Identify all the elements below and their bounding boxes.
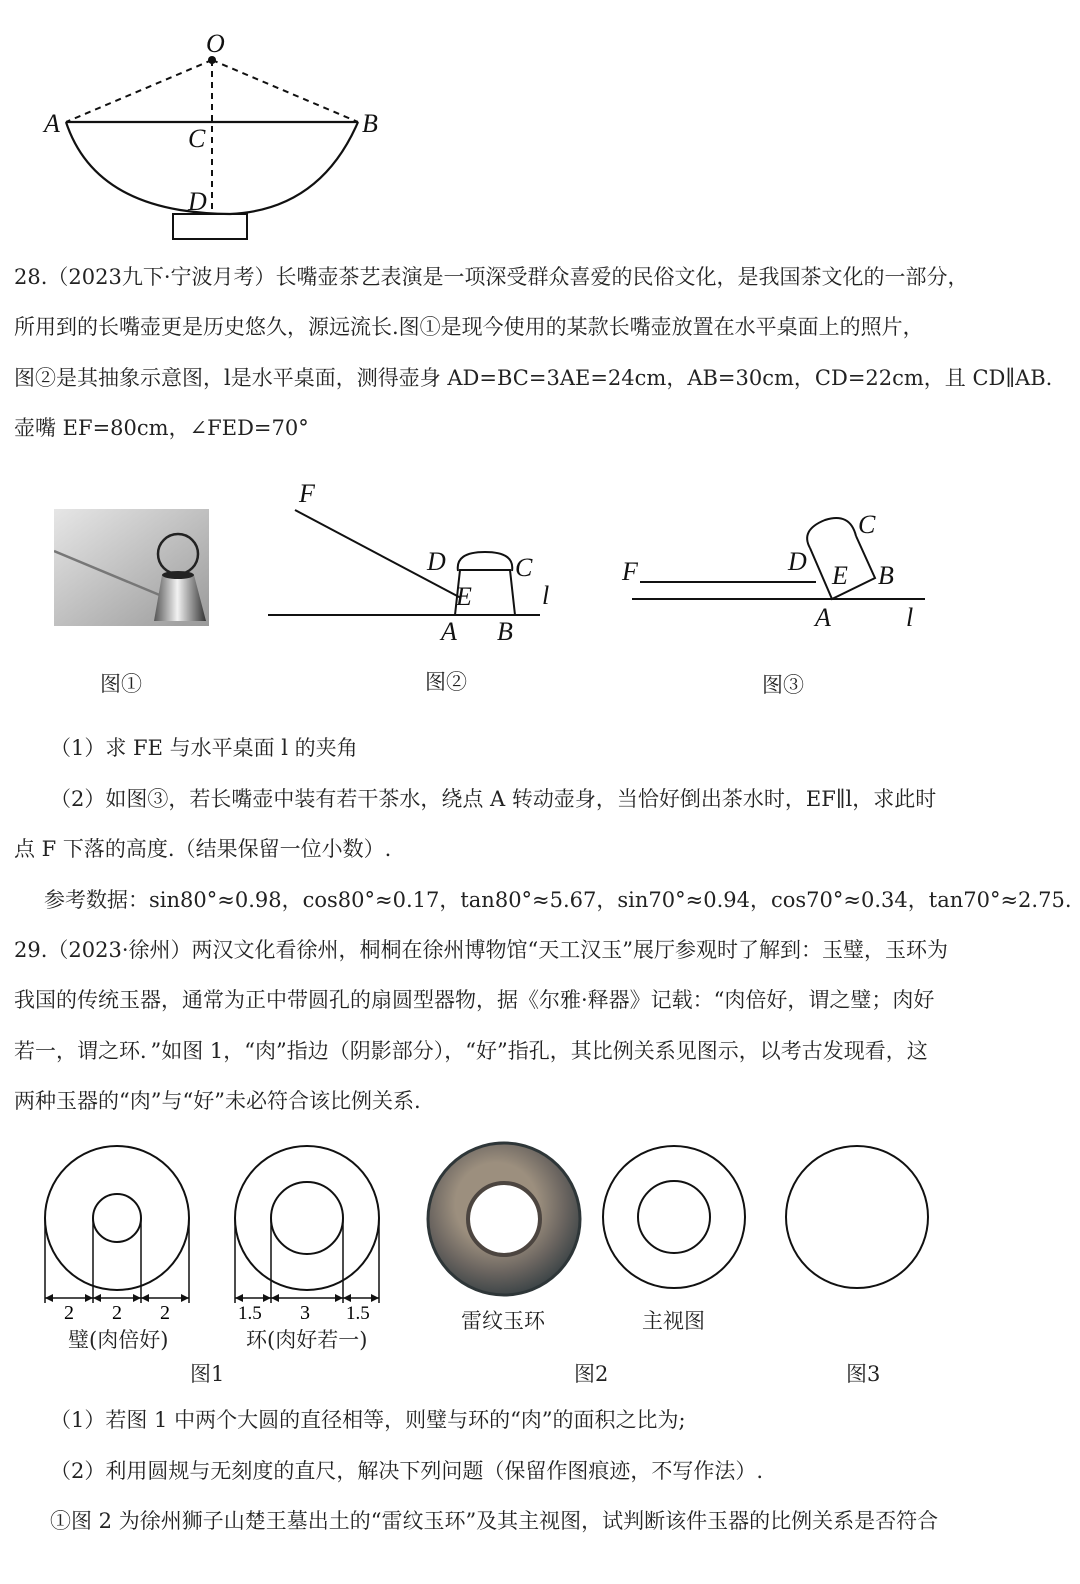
caption-fig2: 图② [425, 670, 467, 694]
pot-lid [458, 552, 513, 571]
label-a: A [815, 603, 831, 632]
dashed-oa [66, 60, 212, 122]
huan-dim-1: 1.5 [238, 1303, 262, 1324]
label-b: B [497, 617, 513, 646]
huan-caption: 环(肉好若一) [246, 1328, 368, 1352]
label-c: C [858, 510, 876, 539]
label-f: F [299, 479, 315, 508]
q28-line-1: 28.（2023九下·宁波月考）长嘴壶茶艺表演是一项深受群众喜爱的民俗文化，是我国茶文化的一部分， [14, 265, 969, 289]
bi-dim-3: 2 [160, 1302, 170, 1324]
q28-line-2: 所用到的长嘴壶更是历史悠久，源远流长.图①是现今使用的某款长嘴壶放置在水平桌面上的照片， [14, 315, 924, 339]
label-a: A [441, 617, 457, 646]
label-c: C [188, 124, 206, 153]
q28-sub2-line2: 点 F 下落的高度.（结果保留一位小数）. [14, 837, 392, 861]
jade-caption: 雷纹玉环 [461, 1309, 545, 1333]
caption-fig3: 图③ [762, 673, 804, 697]
label-d: D [788, 547, 807, 576]
q28-sub1: （1）求 FE 与水平桌面 l 的夹角 [50, 736, 358, 760]
caption-fig-2: 图2 [574, 1362, 609, 1386]
front-view-caption: 主视图 [642, 1309, 705, 1333]
huan-dim-2: 3 [300, 1302, 310, 1324]
label-f: F [622, 557, 638, 586]
q28-reference: 参考数据：sin80°≈0.98，cos80°≈0.17，tan80°≈5.67，sin70°≈0.94，cos70°≈0.34，tan70°≈2.75. [44, 888, 1072, 912]
q29-line-1: 29.（2023·徐州）两汉文化看徐州，桐桐在徐州博物馆“天工汉玉”展厅参观时了解到：玉璧，玉环为 [14, 938, 948, 962]
q29-line-3: 若一，谓之环．”如图 1，“肉”指边（阴影部分），“好”指孔，其比例关系见图示，以考古发现看，这 [14, 1039, 928, 1063]
figure-2 [265, 472, 555, 652]
label-c: C [515, 553, 533, 582]
bi-caption: 璧(肉倍好) [68, 1328, 169, 1352]
bowl-diagram [30, 20, 410, 250]
q28-sub2-line1: （2）如图③，若长嘴壶中装有若干茶水，绕点 A 转动壶身，当恰好倒出茶水时，EF∥l，求此时 [50, 787, 937, 811]
bi-dim-2: 2 [112, 1302, 122, 1324]
q29-line-4: 两种玉器的“肉”与“好”未必符合该比例关系. [14, 1089, 421, 1113]
q29-sub2: （2）利用圆规与无刻度的直尺，解决下列问题（保留作图痕迹，不写作法）. [50, 1459, 764, 1483]
q29-line-2: 我国的传统玉器，通常为正中带圆孔的扇圆型器物，据《尔雅·释器》记载：“肉倍好，谓之璧；肉好 [14, 988, 935, 1012]
label-l: l [542, 581, 550, 610]
bi-diagram [40, 1138, 200, 1328]
label-e: E [832, 561, 848, 590]
figure3-circle [783, 1143, 933, 1293]
bowl-arc [66, 122, 358, 214]
label-b: B [878, 561, 894, 590]
q29-sub1: （1）若图 1 中两个大圆的直径相等，则璧与环的“肉”的面积之比为; [50, 1408, 686, 1432]
jade-ring-photo [426, 1141, 582, 1297]
label-o: O [206, 29, 225, 58]
q28-line-4: 壶嘴 EF=80cm，∠FED=70° [14, 416, 309, 440]
label-e: E [456, 582, 472, 611]
teapot-photo [54, 509, 209, 626]
huan-dim-3: 1.5 [346, 1303, 370, 1324]
bi-dim-1: 2 [64, 1302, 74, 1324]
figure-3 [620, 500, 940, 640]
huan-diagram [230, 1138, 390, 1328]
bowl-base [173, 214, 247, 239]
label-b: B [362, 109, 378, 138]
dashed-ob [212, 60, 358, 122]
q28-line-3: 图②是其抽象示意图，l是水平桌面，测得壶身 AD=BC=3AE=24cm，AB=30cm，CD=22cm，且 CD∥AB. [14, 366, 1053, 390]
label-d: D [188, 187, 207, 216]
front-view-diagram [600, 1143, 750, 1293]
caption-fig1: 图① [100, 672, 142, 696]
pot-lid [807, 518, 856, 548]
q29-sub2-item1: ①图 2 为徐州狮子山楚王墓出土的“雷纹玉环”及其主视图，试判断该件玉器的比例关系是否符合 [50, 1509, 939, 1533]
label-d: D [427, 547, 446, 576]
label-l: l [906, 603, 914, 632]
caption-fig-1: 图1 [190, 1362, 225, 1386]
caption-fig-3: 图3 [846, 1362, 881, 1386]
label-a: A [44, 109, 60, 138]
